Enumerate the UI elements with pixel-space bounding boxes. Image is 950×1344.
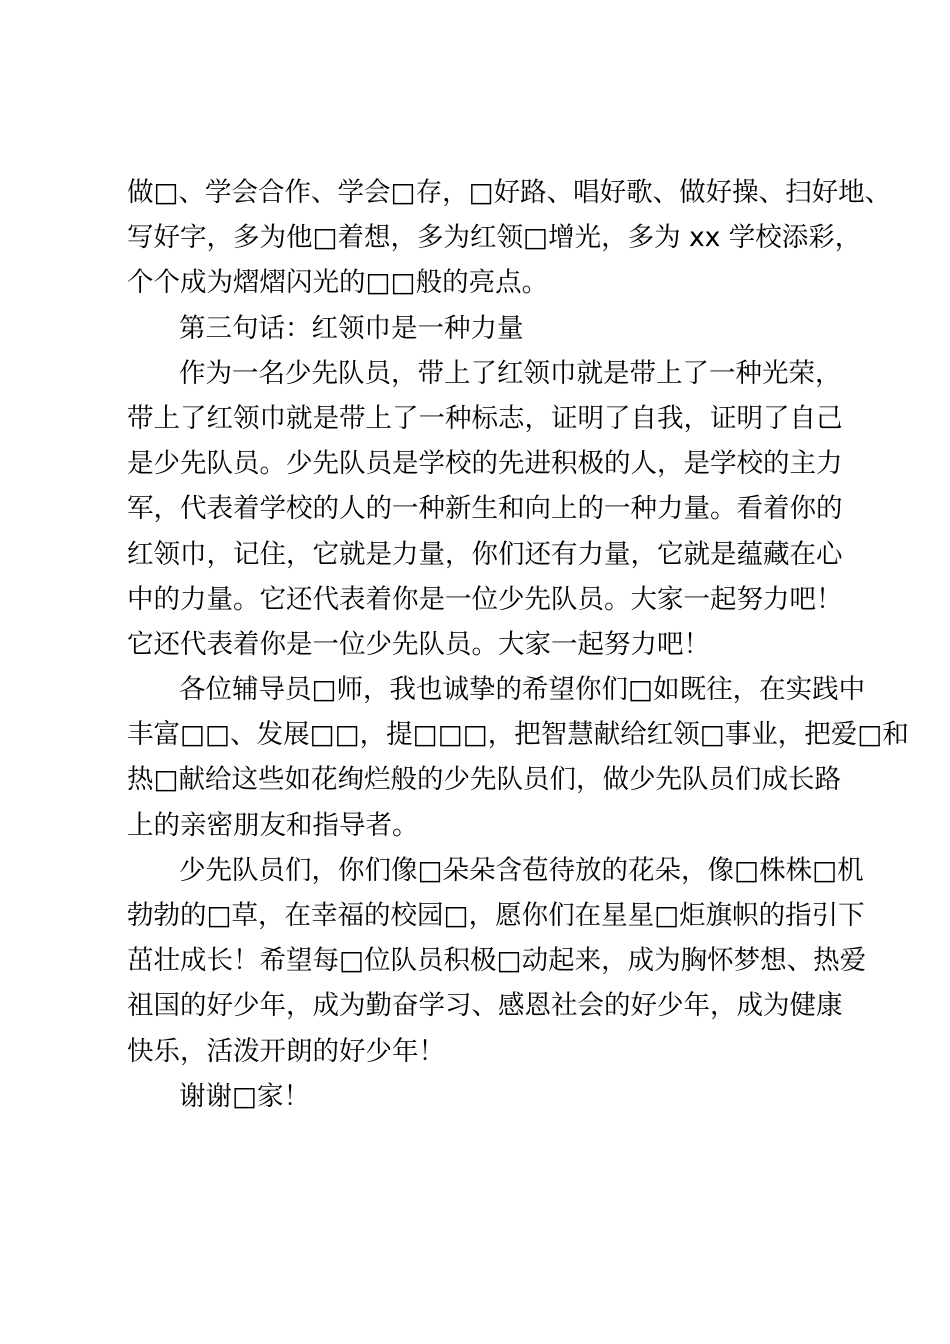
text-line: 做□、学会合作、学会□存，□好路、唱好歌、做好操、扫好地、 (127, 177, 892, 208)
paragraph-first-line: 作为一名少先队员，带上了红领巾就是带上了一种光荣， (179, 357, 842, 389)
document-body (127, 170, 909, 1119)
text-line: 热□献给这些如花绚烂般的少先队员们，做少先队员们成长路 (127, 764, 842, 796)
text-line: 茁壮成长！希望每□位队员积极□动起来，成为胸怀梦想、热爱 (127, 945, 867, 977)
text-line: 带上了红领巾就是带上了一种标志，证明了自我，证明了自己 (127, 402, 843, 434)
paragraph-first-line: 少先队员们，你们像□朵朵含苞待放的花朵，像□株株□机 (179, 854, 864, 886)
text-line: 勃勃的□草，在幸福的校园□，愿你们在星星□炬旗帜的指引下 (127, 900, 865, 931)
text-line: 它还代表着你是一位少先队员。大家一起努力吧！ (127, 628, 710, 660)
text-line: 快乐，活泼开朗的好少年！ (127, 1035, 445, 1067)
text-line: 上的亲密朋友和指导者。 (127, 809, 419, 841)
text-line: 祖国的好少年，成为勤奋学习、感恩社会的好少年，成为健康 (127, 990, 843, 1022)
paragraph-first-line: 各位辅导员□师，我也诚挚的希望你们□如既往，在实践中 (179, 674, 866, 706)
text-line: 红领巾，记住，它就是力量，你们还有力量，它就是蕴藏在心 (127, 538, 843, 570)
text-line: 中的力量。它还代表着你是一位少先队员。大家一起努力吧！ (127, 583, 843, 615)
text-line: 军，代表着学校的人的一种新生和向上的一种力量。看着你的 (127, 493, 843, 525)
text-line: 个个成为熠熠闪光的□□般的亮点。 (127, 267, 549, 299)
text-line: 是少先队员。少先队员是学校的先进积极的人，是学校的主力 (127, 448, 843, 480)
closing-line: 谢谢□家！ (179, 1080, 311, 1112)
text-line: 写好字，多为他□着想，多为红领□增光，多为 xx 学校添彩， (127, 222, 862, 254)
text-line: 丰富□□、发展□□，提□□□，把智慧献给红领□事业，把爱□和 (127, 719, 909, 751)
section-heading: 第三句话：红领巾是一种力量 (179, 312, 524, 344)
